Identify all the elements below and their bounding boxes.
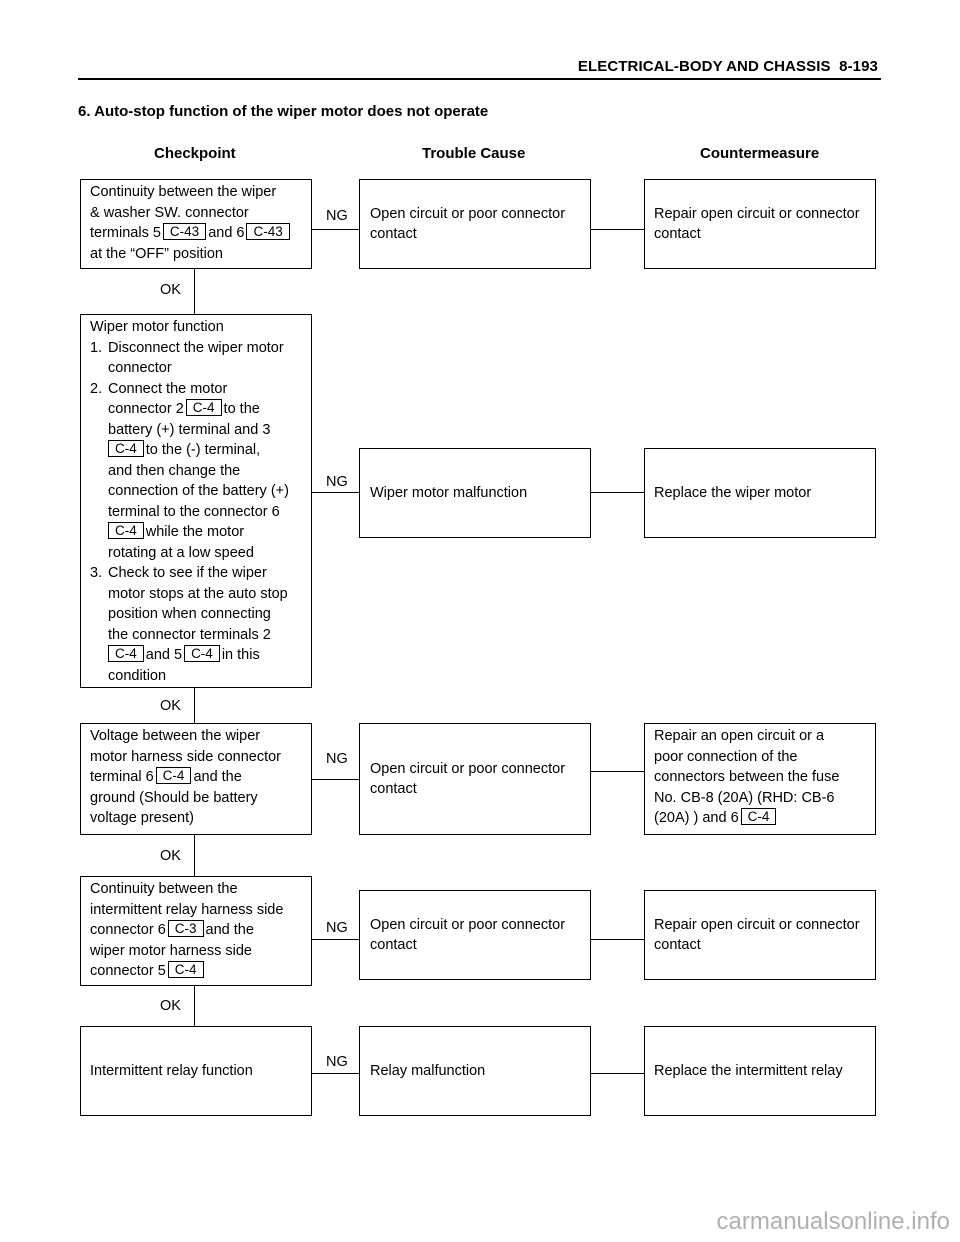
step-text: connector (108, 360, 172, 376)
connector-line (591, 939, 644, 940)
step-text (90, 440, 302, 461)
step-text: to the (223, 401, 260, 417)
countermeasure-box-2 (644, 448, 876, 538)
connector-line (312, 779, 359, 780)
connector-line (312, 229, 359, 230)
checkpoint-2-step-1 (90, 338, 302, 359)
countermeasure-box-1 (644, 179, 876, 269)
countermeasure-3-line: connectors between the fuse (654, 769, 840, 785)
connector-line (312, 1073, 359, 1074)
checkpoint-4-line: Continuity between the (90, 881, 238, 897)
connector-line (312, 939, 359, 940)
connector-line (312, 492, 359, 493)
connector-line (591, 771, 644, 772)
ng-label: NG (326, 920, 348, 936)
connector-line (194, 688, 195, 723)
trouble-cause-box-5 (359, 1026, 591, 1116)
countermeasure-box-3 (644, 723, 876, 835)
step-number: 1. (90, 339, 103, 356)
countermeasure-3-line: poor connection of the (654, 748, 798, 765)
column-heading-checkpoint: Checkpoint (154, 145, 236, 162)
step-text: Connect the motor (108, 380, 228, 397)
step-text: in this (221, 647, 260, 663)
step-text: the connector terminals 2 (108, 626, 271, 643)
section-title: 6. Auto-stop function of the wiper motor does not operate (78, 103, 489, 120)
header-rule (78, 78, 881, 80)
connector-tag: C-43 (246, 223, 289, 240)
countermeasure-box-4 (644, 890, 876, 980)
connector-tag: C-4 (186, 399, 222, 416)
checkpoint-5-text: Intermittent relay function (90, 1062, 253, 1079)
page-header (578, 58, 878, 75)
connector-tag: C-4 (184, 645, 220, 662)
ng-label: NG (326, 1054, 348, 1070)
step-text: to the (-) terminal, (145, 442, 261, 458)
step-text (90, 645, 302, 666)
step-text: terminal to the connector 6 (108, 503, 280, 520)
step-text: and 5 (145, 647, 183, 663)
countermeasure-3-line: Repair an open circuit or a (654, 728, 825, 744)
ok-label: OK (160, 698, 181, 714)
trouble-cause-1-text: Open circuit or poor connector contact (370, 205, 566, 242)
checkpoint-box-1 (80, 179, 312, 269)
trouble-cause-5-text: Relay malfunction (370, 1062, 486, 1079)
connector-tag: C-3 (168, 920, 204, 937)
ok-label: OK (160, 998, 181, 1014)
connector-line (194, 986, 195, 1026)
ng-label: NG (326, 208, 348, 224)
countermeasure-box-5 (644, 1026, 876, 1116)
countermeasure-5-text: Replace the intermittent relay (654, 1062, 843, 1079)
countermeasure-1-text: Repair open circuit or connector contact (654, 205, 860, 242)
checkpoint-3-line: ground (Should be battery (90, 789, 258, 806)
connector-tag: C-4 (108, 522, 144, 539)
checkpoint-4-text: connector 5 (90, 963, 166, 979)
connector-line (591, 1073, 644, 1074)
connector-tag: C-4 (156, 767, 192, 784)
checkpoint-4-line: wiper motor harness side (90, 942, 252, 959)
checkpoint-4-text: connector 6 (90, 922, 166, 938)
connector-tag: C-43 (163, 223, 206, 240)
checkpoint-4-line (90, 961, 302, 982)
trouble-cause-3-text: Open circuit or poor connector contact (370, 760, 566, 797)
checkpoint-box-2 (80, 314, 312, 688)
column-heading-trouble-cause: Trouble Cause (422, 145, 526, 162)
trouble-cause-4-text: Open circuit or poor connector contact (370, 916, 566, 953)
checkpoint-4-line: intermittent relay harness side (90, 901, 284, 918)
ok-label: OK (160, 848, 181, 864)
step-text: rotating at a low speed (108, 544, 254, 561)
step-text: motor stops at the auto stop (108, 585, 288, 602)
step-text: condition (108, 667, 167, 684)
checkpoint-1-line: at the “OFF” position (90, 245, 223, 262)
connector-tag: C-4 (108, 440, 144, 457)
checkpoint-3-text: and the (193, 769, 242, 785)
trouble-cause-box-3 (359, 723, 591, 835)
ng-label: NG (326, 751, 348, 767)
connector-tag: C-4 (168, 961, 204, 978)
checkpoint-1-line (90, 223, 302, 244)
checkpoint-3-line: motor harness side connector (90, 748, 282, 765)
countermeasure-2-text: Replace the wiper motor (654, 484, 812, 501)
checkpoint-4-text: and the (205, 922, 254, 938)
step-text: connection of the battery (+) (108, 483, 289, 499)
checkpoint-2-step-3 (90, 563, 302, 584)
step-number: 3. (90, 565, 103, 581)
checkpoint-box-5 (80, 1026, 312, 1116)
connector-tag: C-4 (741, 808, 777, 825)
checkpoint-3-line: Voltage between the wiper (90, 728, 261, 744)
connector-line (194, 269, 195, 314)
checkpoint-2-title: Wiper motor function (90, 319, 224, 335)
trouble-cause-box-1 (359, 179, 591, 269)
column-heading-countermeasure: Countermeasure (700, 145, 820, 162)
connector-line (591, 229, 644, 230)
checkpoint-1-line: Continuity between the wiper (90, 184, 277, 200)
header-title: ELECTRICAL-BODY AND CHASSIS (577, 58, 831, 75)
step-text: and then change the (108, 462, 241, 479)
trouble-cause-box-2 (359, 448, 591, 538)
step-text: connector 2 (108, 401, 184, 417)
checkpoint-3-text: terminal 6 (90, 769, 154, 785)
checkpoint-box-3 (80, 723, 312, 835)
page-number: 8-193 (839, 58, 878, 75)
step-text: battery (+) terminal and 3 (108, 421, 271, 438)
countermeasure-3-line (654, 808, 866, 829)
checkpoint-4-line (90, 920, 302, 941)
checkpoint-3-line: voltage present) (90, 810, 194, 826)
connector-tag: C-4 (108, 645, 144, 662)
checkpoint-2-step-2 (90, 379, 302, 400)
checkpoint-1-text: and 6 (208, 225, 245, 241)
checkpoint-1-text: terminals 5 (90, 225, 161, 241)
step-text: Check to see if the wiper (108, 565, 267, 581)
connector-line (194, 835, 195, 876)
step-text: Disconnect the wiper motor (108, 339, 284, 356)
step-number: 2. (90, 380, 103, 397)
watermark: carmanualsonline.info (716, 1208, 950, 1235)
countermeasure-3-line: No. CB-8 (20A) (RHD: CB-6 (654, 789, 835, 806)
trouble-cause-box-4 (359, 890, 591, 980)
checkpoint-3-line (90, 767, 302, 788)
checkpoint-box-4 (80, 876, 312, 986)
checkpoint-1-line: & washer SW. connector (90, 204, 249, 221)
ok-label: OK (160, 282, 181, 298)
step-text (90, 522, 302, 543)
countermeasure-3-text: (20A) ) and 6 (654, 810, 739, 826)
trouble-cause-2-text: Wiper motor malfunction (370, 484, 528, 501)
ng-label: NG (326, 474, 348, 490)
countermeasure-4-text: Repair open circuit or connector contact (654, 916, 860, 953)
connector-line (591, 492, 644, 493)
step-text: while the motor (145, 524, 245, 540)
step-text: position when connecting (108, 606, 271, 622)
step-text (90, 399, 302, 420)
